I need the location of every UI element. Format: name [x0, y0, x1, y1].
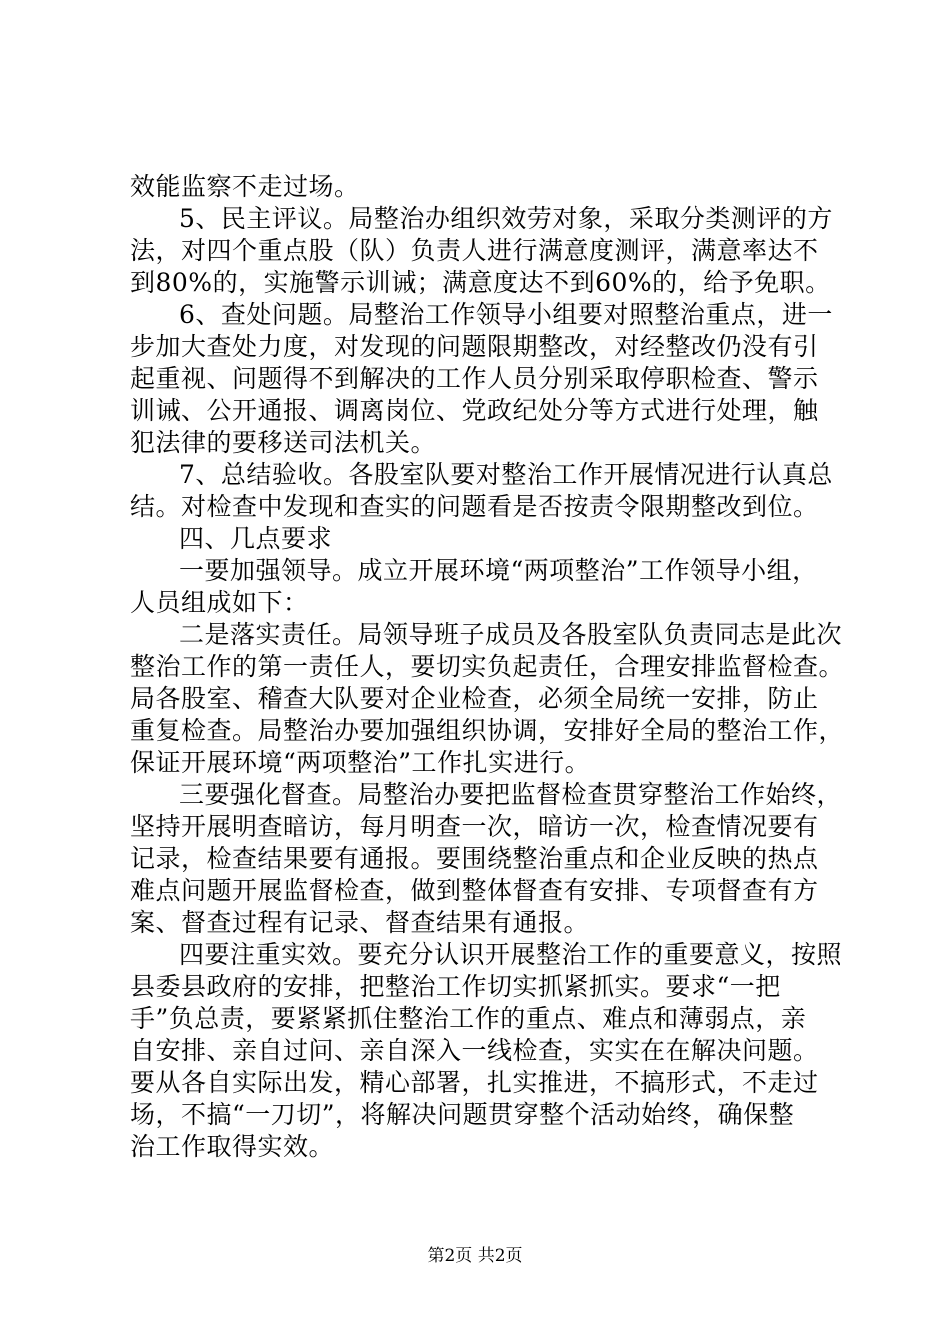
text-line: 整治工作的第一责任人，要切实负起责任，合理安排监督检查。	[130, 652, 845, 681]
text-line: 人员组成如下：	[130, 588, 309, 617]
text-line: 县委县政府的安排，把整治工作切实抓紧抓实。要求“一把	[130, 972, 781, 1001]
text-line: 5、民主评议。局整治办组织效劳对象，采取分类测评的方	[179, 204, 833, 233]
text-line: 难点问题开展监督检查，做到整体督查有安排、专项督查有方	[130, 876, 819, 905]
text-line: 一要加强领导。成立开展环境“两项整治”工作领导小组，	[179, 556, 818, 585]
text-line: 要从各自实际出发，精心部署，扎实推进，不搞形式，不走过	[130, 1068, 819, 1097]
text-line: 二是落实责任。局领导班子成员及各股室队负责同志是此次	[179, 620, 843, 649]
paragraph-democratic-review	[130, 203, 850, 299]
text-line: 记录，检查结果要有通报。要围绕整治重点和企业反映的热点	[130, 844, 819, 873]
paragraph-handling-issues	[130, 299, 850, 459]
paragraph-summary-acceptance	[130, 459, 850, 523]
section-title: 四、几点要求	[179, 524, 333, 553]
text-line: 步加大查处力度，对发现的问题限期整改，对经整改仍没有引	[130, 332, 819, 361]
text-line: 四要注重实效。要充分认识开展整治工作的重要意义，按照	[179, 940, 843, 969]
text-line: 训诫、公开通报、调离岗位、党政纪处分等方式进行处理，触	[130, 396, 819, 425]
text-line: 重复检查。局整治办要加强组织协调，安排好全局的整治工作，	[130, 716, 845, 745]
text-line: 结。对检查中发现和查实的问题看是否按责令限期整改到位。	[130, 492, 819, 521]
text-line: 犯法律的要移送司法机关。	[130, 428, 437, 457]
paragraph-responsibility	[130, 619, 850, 779]
text-line: 法，对四个重点股（队）负责人进行满意度测评，满意率达不	[130, 236, 819, 265]
text-line: 案、督查过程有记录、督查结果有通报。	[130, 908, 590, 937]
text-line: 自安排、亲自过问、亲自深入一线检查，实实在在解决问题。	[130, 1036, 819, 1065]
section-heading	[130, 523, 850, 555]
text-line: 治工作取得实效。	[130, 1132, 335, 1161]
text-line: 效能监察不走过场。	[130, 172, 360, 201]
text-line: 手”负总责，要紧紧抓住整治工作的重点、难点和薄弱点，亲	[130, 1004, 807, 1033]
paragraph-effectiveness	[130, 939, 850, 1163]
text-line: 到80%的，实施警示训诫；满意度达不到60%的，给予免职。	[130, 268, 831, 297]
text-line: 6、查处问题。局整治工作领导小组要对照整治重点，进一	[179, 300, 833, 329]
text-line: 起重视、问题得不到解决的工作人员分别采取停职检查、警示	[130, 364, 819, 393]
text-line: 三要强化督查。局整治办要把监督检查贯穿整治工作始终，	[179, 780, 843, 809]
page-number-footer: 第2页 共2页	[427, 1246, 523, 1266]
text-line: 7、总结验收。各股室队要对整治工作开展情况进行认真总	[179, 460, 833, 489]
text-line: 保证开展环境“两项整治”工作扎实进行。	[130, 748, 591, 777]
paragraph-leadership	[130, 555, 850, 619]
paragraph-supervision	[130, 779, 850, 939]
text-line: 坚持开展明查暗访，每月明查一次，暗访一次，检查情况要有	[130, 812, 819, 841]
text-line: 场，不搞“一刀切”，将解决问题贯穿整个活动始终，确保整	[130, 1100, 795, 1129]
document-body	[130, 171, 850, 1163]
paragraph-continuation	[130, 171, 850, 203]
text-line: 局各股室、稽查大队要对企业检查，必须全局统一安排，防止	[130, 684, 819, 713]
